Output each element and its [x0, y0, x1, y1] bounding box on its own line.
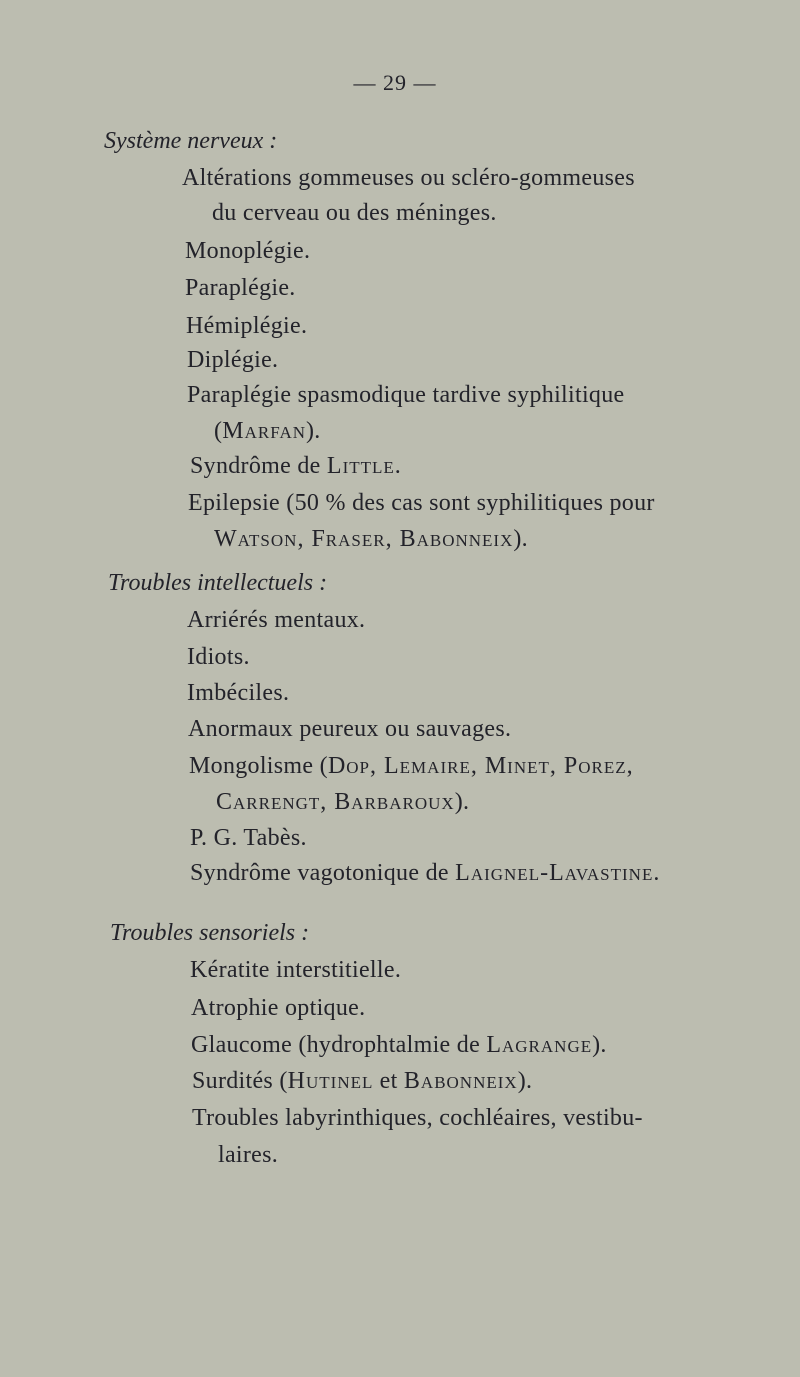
item-text: et [373, 1068, 404, 1094]
list-item [189, 753, 634, 780]
list-item: Altérations gommeuses ou scléro-gommeuses [182, 165, 635, 191]
list-item [191, 1032, 607, 1059]
page-number: — 29 — [353, 70, 437, 95]
section-heading-systeme-nerveux: Système nerveux : [104, 128, 278, 154]
list-item: Paraplégie. [185, 275, 296, 301]
paren-close: ). [306, 418, 321, 444]
paren-close: ). [513, 526, 528, 552]
author-name: Babonneix [403, 1068, 518, 1094]
list-item: Kératite interstitielle. [190, 957, 402, 983]
paren-open: ( [214, 418, 223, 444]
list-item: P. G. Tabès. [190, 825, 307, 851]
item-text: Glaucome (hydrophtalmie de [191, 1032, 487, 1058]
item-punct: . [653, 860, 660, 886]
list-item-continuation [214, 418, 321, 445]
paren-close: ). [454, 789, 470, 815]
author-names: Dop, Lemaire, Minet, Porez, [327, 753, 634, 779]
list-item: Monoplégie. [185, 238, 311, 264]
author-name: Hutinel [287, 1068, 374, 1094]
list-item-continuation: laires. [218, 1142, 279, 1168]
list-item-continuation [216, 789, 469, 816]
author-name: Marfan [222, 418, 306, 444]
item-punct: . [394, 453, 402, 479]
list-item [192, 1068, 532, 1095]
author-names: Carrengt, Barbaroux [216, 789, 455, 815]
list-item: Imbéciles. [187, 680, 290, 706]
item-punct: ). [517, 1068, 533, 1094]
item-text: Syndrôme de [190, 453, 327, 479]
author-name: Lagrange [486, 1032, 593, 1058]
author-name: Laignel-Lavastine [455, 860, 654, 886]
author-name: Little [326, 453, 395, 479]
list-item: Epilepsie (50 % des cas sont syphilitiques pour [188, 490, 655, 516]
list-item: Troubles labyrinthiques, cochléaires, vestibu- [192, 1105, 643, 1131]
item-text: Surdités ( [192, 1068, 288, 1094]
list-item: Diplégie. [187, 347, 279, 373]
list-item: Arriérés mentaux. [187, 607, 366, 633]
list-item: Atrophie optique. [191, 995, 366, 1021]
item-text: Mongolisme ( [189, 753, 328, 779]
author-names: Watson, Fraser, Babonneix [214, 526, 514, 552]
list-item-continuation [214, 526, 528, 553]
list-item [190, 860, 660, 887]
list-item: Anormaux peureux ou sauvages. [188, 716, 512, 742]
section-heading-troubles-intellectuels: Troubles intellectuels : [108, 570, 328, 596]
list-item: Idiots. [187, 644, 250, 670]
list-item: Paraplégie spasmodique tardive syphilitique [187, 382, 625, 408]
section-heading-troubles-sensoriels: Troubles sensoriels : [110, 920, 310, 946]
list-item [190, 453, 401, 480]
list-item-continuation: du cerveau ou des méninges. [212, 200, 497, 226]
list-item: Hémiplégie. [186, 313, 308, 339]
item-punct: ). [592, 1032, 607, 1058]
item-text: Syndrôme vagotonique de [190, 860, 456, 886]
